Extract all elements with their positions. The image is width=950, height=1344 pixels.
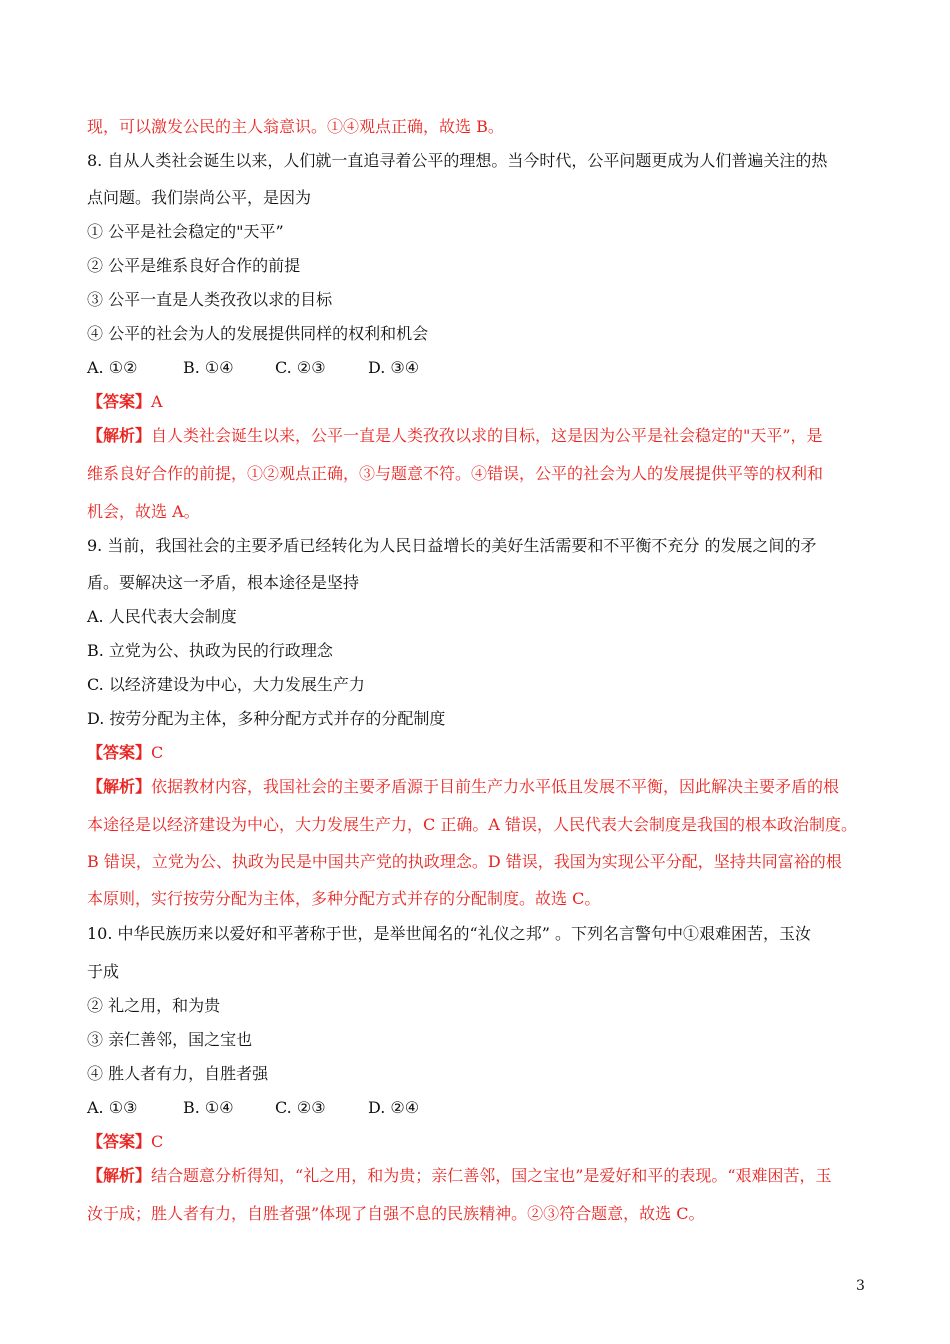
q9-stem-line-2: 盾。要解决这一矛盾，根本途径是坚持 <box>87 573 360 592</box>
q10-option-d: D. ②④ <box>368 1098 420 1117</box>
q10-analysis-text-1: 结合题意分析得知，“礼之用，和为贵；亲仁善邻，国之宝也”是爱好和平的表现。“艰难困苦，玉 <box>151 1166 832 1185</box>
q8-analysis-line-1 <box>87 426 823 446</box>
q9-analysis-line-4: 本原则，实行按劳分配为主体，多种分配方式并存的分配制度。故选 C。 <box>87 889 601 908</box>
q8-answer <box>87 392 163 412</box>
q9-analysis-line-3: B 错误，立党为公、执政为民是中国共产党的执政理念。D 错误，我国为实现公平分配，坚持共同富裕的根 <box>87 852 842 871</box>
answer-tag: 【答案】 <box>87 392 152 411</box>
q9-analysis-line-1 <box>87 777 839 797</box>
q9-option-b: B. 立党为公、执政为民的行政理念 <box>87 641 333 660</box>
q9-analysis-line-2: 本途径是以经济建设为中心，大力发展生产力，C 正确。A 错误，人民代表大会制度是我国的根本政治制度。 <box>87 815 857 834</box>
analysis-tag: 【解析】 <box>87 426 152 445</box>
q9-answer-value: C <box>151 743 164 762</box>
q8-statement-1: ① 公平是社会稳定的"天平” <box>87 222 284 241</box>
q10-options <box>87 1098 419 1118</box>
q10-analysis-line-2: 汝于成；胜人者有力，自胜者强”体现了自强不息的民族精神。②③符合题意，故选 C。 <box>87 1204 705 1223</box>
q8-analysis-text-1: 自人类社会诞生以来，公平一直是人类孜孜以求的目标，这是因为公平是社会稳定的"天平”，是 <box>151 426 823 445</box>
q8-options <box>87 358 419 378</box>
q9-stem-line-1: 9. 当前，我国社会的主要矛盾已经转化为人民日益增长的美好生活需要和不平衡不充分 的发展之间的矛 <box>87 536 817 555</box>
q10-statement-4: ④ 胜人者有力，自胜者强 <box>87 1064 269 1083</box>
analysis-tag: 【解析】 <box>87 1166 152 1185</box>
q9-option-a: A. 人民代表大会制度 <box>87 607 237 626</box>
q8-option-b: B. ①④ <box>183 358 234 377</box>
page-number: 3 <box>856 1278 865 1294</box>
q8-answer-value: A <box>151 392 163 411</box>
q10-option-c: C. ②③ <box>275 1098 326 1117</box>
q8-statement-3: ③ 公平一直是人类孜孜以求的目标 <box>87 290 333 309</box>
q9-analysis-text-1: 依据教材内容，我国社会的主要矛盾源于目前生产力水平低且发展不平衡，因此解决主要矛盾的根 <box>151 777 840 796</box>
previous-analysis-continuation: 现，可以激发公民的主人翁意识。①④观点正确，故选 B。 <box>87 117 504 136</box>
q10-analysis-line-1 <box>87 1166 832 1186</box>
q8-stem-line-1: 8. 自从人类社会诞生以来，人们就一直追寻着公平的理想。当今时代，公平问题更成为人们普遍关注的热 <box>87 151 828 170</box>
q10-option-b: B. ①④ <box>183 1098 234 1117</box>
q8-option-d: D. ③④ <box>368 358 420 377</box>
q10-stem-line-1: 10. 中华民族历来以爱好和平著称于世，是举世闻名的“礼仪之邦” 。下列名言警句中①艰难困苦，玉汝 <box>87 924 811 943</box>
answer-tag: 【答案】 <box>87 1132 152 1151</box>
q8-option-c: C. ②③ <box>275 358 326 377</box>
q8-stem-line-2: 点问题。我们崇尚公平，是因为 <box>87 188 312 207</box>
q9-option-c: C. 以经济建设为中心，大力发展生产力 <box>87 675 365 694</box>
q8-analysis-line-3: 机会，故选 A。 <box>87 502 200 521</box>
q8-statement-2: ② 公平是维系良好合作的前提 <box>87 256 301 275</box>
q10-answer <box>87 1132 163 1152</box>
q9-answer <box>87 743 163 763</box>
q8-analysis-line-2: 维系良好合作的前提，①②观点正确，③与题意不符。④错误，公平的社会为人的发展提供平等的权利和 <box>87 464 824 483</box>
q10-answer-value: C <box>151 1132 164 1151</box>
answer-tag: 【答案】 <box>87 743 152 762</box>
q10-option-a: A. ①③ <box>87 1098 138 1117</box>
q9-option-d: D. 按劳分配为主体，多种分配方式并存的分配制度 <box>87 709 446 728</box>
q10-statement-2: ② 礼之用，和为贵 <box>87 996 221 1015</box>
q8-statement-4: ④ 公平的社会为人的发展提供同样的权利和机会 <box>87 324 429 343</box>
q10-statement-3: ③ 亲仁善邻，国之宝也 <box>87 1030 253 1049</box>
q10-stem-line-2: 于成 <box>87 962 120 981</box>
q8-option-a: A. ①② <box>87 358 138 377</box>
analysis-tag: 【解析】 <box>87 777 152 796</box>
